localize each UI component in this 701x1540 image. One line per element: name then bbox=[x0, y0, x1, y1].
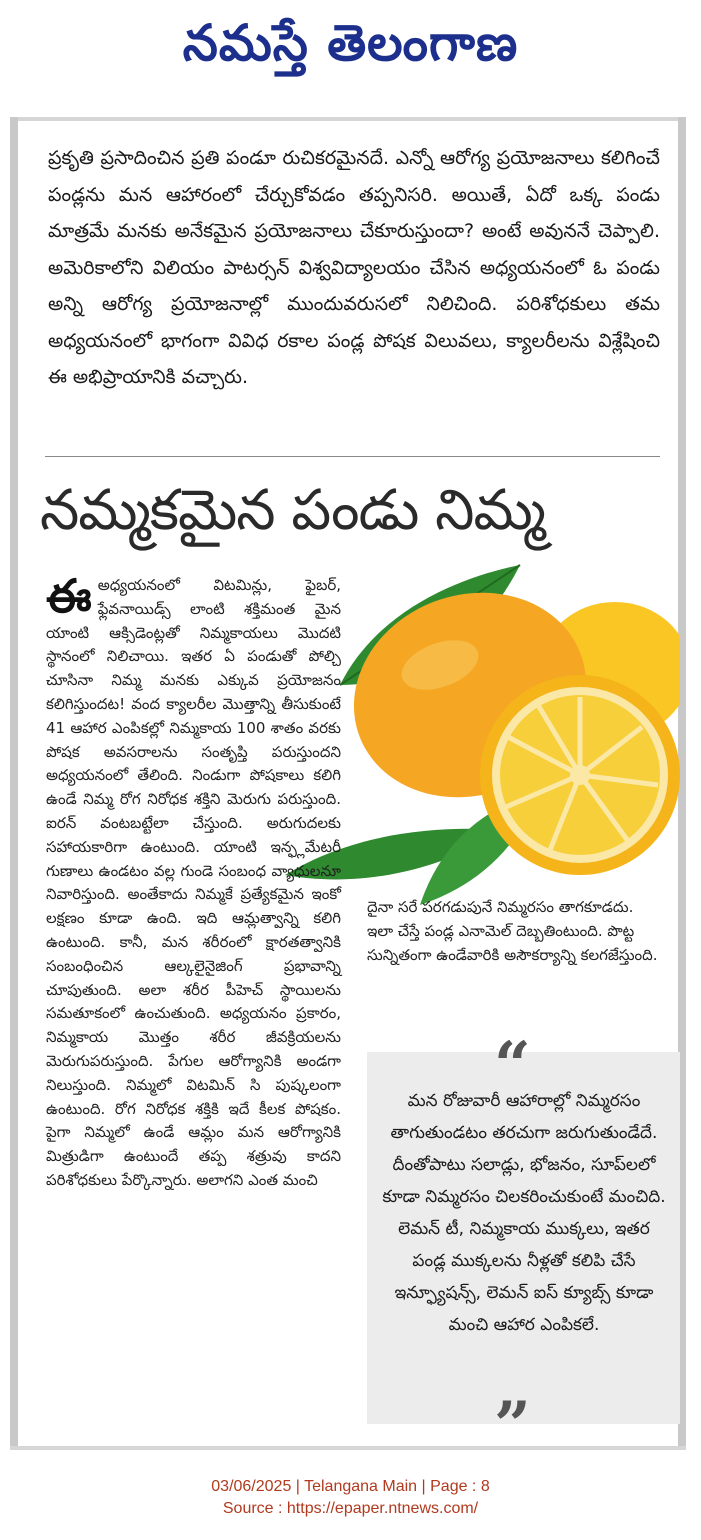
masthead bbox=[0, 8, 701, 78]
pull-quote-text: మన రోజువారీ ఆహారాల్లో నిమ్మరసం తాగుతుండటం తరచుగా జరుగుతుండేదే. దీంతోపాటు సలాడ్లు, భోజనం, సూప్‌లలో కూడా నిమ్మరసం చిలకరించుకుంటే మంచిది. లెమన్ టీ, నిమ్మకాయ ముక్కలు, ఇతర పండ్ల ముక్కలను నీళ్లతో కలిపి చేసే ఇన్ఫ్యూషన్స్, లెమన్ ఐస్ క్యూబ్స్ కూడా మంచి ఆహార ఎంపికలే. bbox=[382, 1091, 666, 1335]
footer-source-line: Source : https://epaper.ntnews.com/ bbox=[222, 1500, 479, 1517]
drop-cap: ఈ bbox=[46, 569, 92, 623]
footer-date-line: 03/06/2025 | Telangana Main | Page : 8 bbox=[211, 1478, 490, 1495]
article-body-column bbox=[46, 569, 341, 1193]
frame-bottom bbox=[10, 1446, 686, 1450]
frame-top bbox=[10, 117, 686, 121]
article-headline: నమ్మకమైన పండు నిమ్మ bbox=[40, 478, 545, 543]
newspaper-logo: నమస్తే తెలంగాణ bbox=[182, 14, 519, 72]
article-body-text: అధ్యయనంలో విటమిన్లు, ఫైబర్, ఫ్లేవనాయిడ్స్ లాంటి శక్తిమంత మైన యాంటి ఆక్సిడెంట్లతో నిమ్మకాయలు మొదటి స్థానంలో నిలిచాయి. ఇతర ఏ పండుతో పోల్చి చూసినా నిమ్మ మనకు ఎక్కువ ప్రయోజనం కలిగిస్తుందట! వంద క్యాలరీల మొత్తాన్ని తీసుకుంటే 41 ఆహార ఎంపికల్లో నిమ్మకాయ 100 శాతం వరకు పోషక అవసరాలను సంతృప్తి పరుస్తుందని అధ్యయనంలో తేలింది. నిండుగా పోషకాలు కలిగి ఉండే నిమ్మ రోగ నిరోధక శక్తిని మెరుగు పరుస్తుంది. ఐరన్ వంటబట్టేలా చేస్తుంది. అరుగుదలకు సహాయకారిగా ఉంటుంది. యాంటి ఇన్ఫ్లమేటరీ గుణాలు ఉండటం వల్ల గుండె సంబంధ వ్యాధులనూ నివారిస్తుంది. అంతేకాదు నిమ్మకే ప్రత్యేకమైన ఇంకో లక్షణం కూడా ఉంది. ఇది ఆమ్లత్వాన్ని కలిగి ఉంటుంది. కానీ, మన శరీరంలో క్షారతత్వానికి సంబంధించిన ఆల్కలైనైజింగ్ ప్రభావాన్ని చూపుతుంది. అలా శరీర పీహెచ్ స్థాయిలను సమతూకంలో ఉంచుతుంది. అధ్యయనం ప్రకారం, నిమ్మకాయ మొత్తం శరీర జీవక్రియలను మెరుగుపరుస్తుంది. పేగుల ఆరోగ్యానికి అండగా నిలుస్తుంది. నిమ్మలో విటమిన్ సి పుష్కలంగా ఉంటుంది. రోగ నిరోధక శక్తికి ఇదే కీలక పోషకం. పైగా నిమ్మలో ఉండే ఆమ్లం మన ఆరోగ్యానికి మిత్రుడిగా ఉంటుందే తప్ప శత్రువు కాదని పరిశోధకులు పేర్కొన్నారు. అలాగని ఎంత మంచి bbox=[46, 576, 341, 1189]
article-continuation: దైనా సరే పరగడుపునే నిమ్మరసం తాగకూడదు. ఇలా చేస్తే పండ్ల ఎనామెల్ దెబ్బతింటుంది. పొట్ట సున్నితంగా ఉండేవారికి అసౌకర్యాన్ని కలగజేస్తుంది. bbox=[367, 898, 658, 964]
open-quote-icon: “ bbox=[494, 1028, 531, 1103]
intro-paragraph: ప్రకృతి ప్రసాదించిన ప్రతి పండూ రుచికరమైనదే. ఎన్నో ఆరోగ్య ప్రయోజనాలు కలిగించే పండ్లను మన ఆహారంలో చేర్చుకోవడం తప్పనిసరి. అయితే, ఏదో ఒక్క పండు మాత్రమే మనకు అనేకమైన ప్రయోజనాలు చేకూరుస్తుందా? అంటే అవుననే చెప్పాలి. అమెరికాలోని విలియం పాటర్సన్ విశ్వవిద్యాలయం చేసిన అధ్యయనంలో ఓ పండు అన్ని ఆరోగ్య ప్రయోజనాల్లో ముందువరుసలో నిలిచింది. పరిశోధకులు తమ అధ్యయనంలో భాగంగా వివిధ రకాల పండ్ల పోషక విలువలు, క్యాలరీలను విశ్లేషించి ఈ అభిప్రాయానికి వచ్చారు. bbox=[48, 147, 660, 388]
footer bbox=[0, 1476, 701, 1520]
close-quote-icon: ” bbox=[494, 1388, 531, 1463]
divider bbox=[45, 456, 660, 457]
frame-left bbox=[10, 117, 18, 1450]
